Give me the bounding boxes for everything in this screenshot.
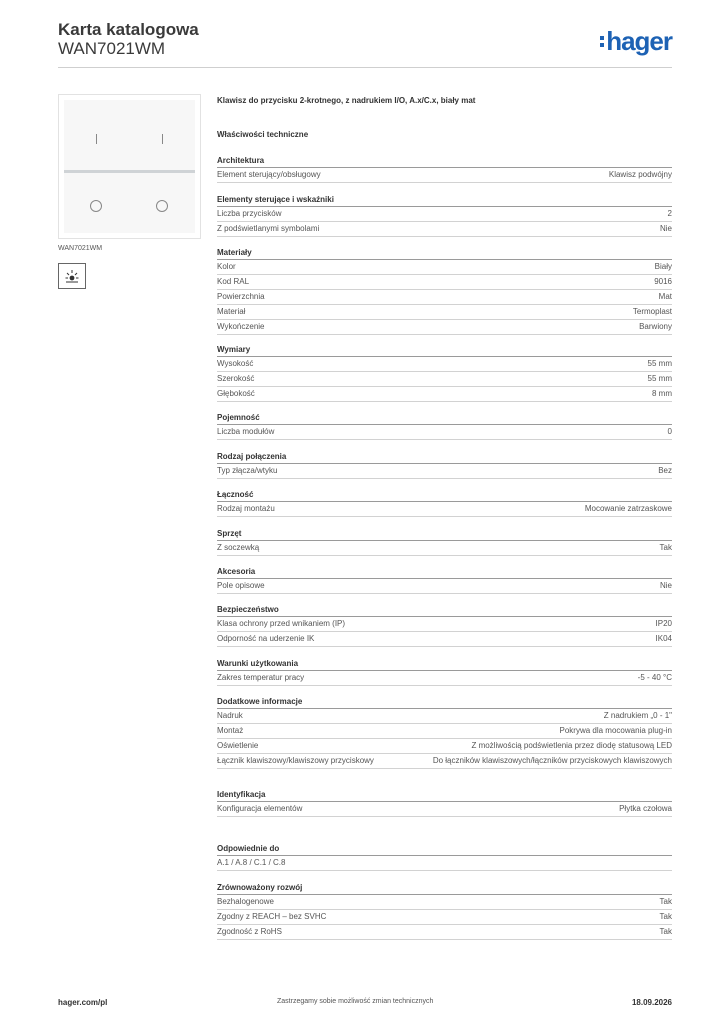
spec-row (217, 709, 672, 724)
spec-row (217, 290, 672, 305)
spec-section (217, 154, 672, 183)
spec-row (217, 502, 672, 517)
spec-row (217, 579, 672, 594)
spec-row (217, 207, 672, 222)
spec-label: Z podświetlanymi symbolami (217, 224, 320, 233)
footer-date: 18.09.2026 (631, 998, 672, 1007)
spec-section (217, 788, 672, 817)
spec-row (217, 724, 672, 739)
spec-value: Z nadrukiem „0 - 1" (603, 711, 672, 720)
spec-row (217, 305, 672, 320)
spec-label: Zgodny z REACH – bez SVHC (217, 912, 327, 921)
spec-row (217, 275, 672, 290)
spec-value: IP20 (655, 619, 672, 628)
spec-label: Liczba przycisków (217, 209, 282, 218)
spec-section-title: Bezpieczeństwo (217, 603, 672, 617)
on-mark-icon (96, 134, 97, 144)
spec-value: Termoplast (632, 307, 672, 316)
spec-label: Typ złącza/wtyku (217, 466, 278, 475)
spec-row (217, 856, 672, 871)
spec-row (217, 464, 672, 479)
rocker-split-line (64, 170, 195, 173)
spec-label: Głębokość (217, 389, 255, 398)
spec-value: IK04 (655, 634, 672, 643)
spec-value: 9016 (654, 277, 672, 286)
spec-section (217, 527, 672, 556)
spec-label: Szerokość (217, 374, 255, 383)
spec-row (217, 632, 672, 647)
logo-text: hager (606, 26, 672, 56)
led-light-icon (58, 263, 86, 289)
spec-row (217, 260, 672, 275)
spec-label: Element sterujący/obsługowy (217, 170, 321, 179)
spec-value: 55 mm (647, 359, 672, 368)
spec-row (217, 739, 672, 754)
spec-label: Klasa ochrony przed wnikaniem (IP) (217, 619, 346, 628)
spec-label: Montaż (217, 726, 244, 735)
spec-section (217, 193, 672, 237)
off-mark-icon (156, 200, 168, 212)
spec-row (217, 320, 672, 335)
spec-label: Rodzaj montażu (217, 504, 275, 513)
spec-section (217, 488, 672, 517)
spec-section (217, 450, 672, 479)
spec-section-title: Elementy sterujące i wskaźniki (217, 193, 672, 207)
spec-section (217, 411, 672, 440)
spec-row (217, 910, 672, 925)
spec-value: Mat (658, 292, 672, 301)
spec-section-title: Dodatkowe informacje (217, 695, 672, 709)
off-mark-icon (90, 200, 102, 212)
spec-section (217, 842, 672, 871)
spec-value: Do łączników klawiszowych/łączników przyciskowych klawiszowych (432, 756, 672, 765)
spec-section (217, 881, 672, 940)
spec-section-title: Łączność (217, 488, 672, 502)
spec-section (217, 565, 672, 594)
spec-section-title: Pojemność (217, 411, 672, 425)
spec-value: Z możliwością podświetlenia przez diodę statusową LED (471, 741, 672, 750)
spec-label: Łącznik klawiszowy/klawiszowy przyciskowy (217, 756, 374, 765)
spec-section (217, 695, 672, 769)
spec-row (217, 425, 672, 440)
spec-label: Kod RAL (217, 277, 250, 286)
product-reference: WAN7021WM (58, 39, 166, 58)
on-mark-icon (162, 134, 163, 144)
spec-label: Zakres temperatur pracy (217, 673, 305, 682)
spec-label: Powierzchnia (217, 292, 265, 301)
spec-row (217, 802, 672, 817)
spec-section (217, 246, 672, 335)
spec-value: 55 mm (647, 374, 672, 383)
page-title: Karta katalogowa (58, 20, 199, 39)
spec-section-title: Wymiary (217, 343, 672, 357)
spec-value: Barwiony (639, 322, 672, 331)
spec-value: Pokrywa dla mocowania plug-in (559, 726, 672, 735)
hager-logo[interactable] (600, 28, 672, 54)
spec-value: Tak (659, 897, 672, 906)
spec-value: Bez (658, 466, 672, 475)
spec-value: 2 (667, 209, 672, 218)
spec-row (217, 671, 672, 686)
spec-value: 8 mm (652, 389, 672, 398)
spec-row (217, 925, 672, 940)
spec-row (217, 387, 672, 402)
logo-dots-icon (600, 36, 604, 47)
spec-section-title: Zrównoważony rozwój (217, 881, 672, 895)
spec-section (217, 657, 672, 686)
spec-label: Wykończenie (217, 322, 265, 331)
spec-value: Biały (654, 262, 672, 271)
spec-section-title: Odpowiednie do (217, 842, 672, 856)
spec-label: Liczba modułów (217, 427, 275, 436)
spec-row (217, 754, 672, 769)
spec-row (217, 357, 672, 372)
spec-value: Nie (659, 224, 672, 233)
spec-section (217, 343, 672, 402)
product-image (58, 94, 201, 239)
spec-label: Z soczewką (217, 543, 260, 552)
spec-label: Pole opisowe (217, 581, 265, 590)
spec-section-title: Akcesoria (217, 565, 672, 579)
technical-properties-heading: Właściwości techniczne (217, 130, 309, 139)
spec-row (217, 372, 672, 387)
spec-section (217, 603, 672, 647)
spec-label: Wysokość (217, 359, 254, 368)
spec-value: Płytka czołowa (619, 804, 672, 813)
product-description: Klawisz do przycisku 2-krotnego, z nadrukiem I/O, A.x/C.x, biały mat (217, 96, 476, 105)
spec-value: Tak (659, 927, 672, 936)
spec-row (217, 617, 672, 632)
spec-value: Tak (659, 543, 672, 552)
spec-value: Mocowanie zatrzaskowe (584, 504, 672, 513)
spec-label: Zgodność z RoHS (217, 927, 282, 936)
spec-value: Klawisz podwójny (608, 170, 672, 179)
spec-row (217, 541, 672, 556)
spec-section-title: Identyfikacja (217, 788, 672, 802)
spec-section-title: Rodzaj połączenia (217, 450, 672, 464)
spec-section-title: Sprzęt (217, 527, 672, 541)
spec-section-title: Materiały (217, 246, 672, 260)
spec-section-title: Architektura (217, 154, 672, 168)
spec-section-title: Warunki użytkowania (217, 657, 672, 671)
spec-label: Konfiguracja elementów (217, 804, 303, 813)
header-divider (58, 67, 672, 68)
footer-website[interactable]: hager.com/pl (58, 998, 108, 1007)
footer-disclaimer: Zastrzegamy sobie możliwość zmian technicznych (277, 998, 434, 1005)
spec-label: Nadruk (217, 711, 243, 720)
spec-row (217, 168, 672, 183)
switch-plate-illustration (64, 100, 195, 233)
spec-label: Kolor (217, 262, 236, 271)
spec-value: -5 - 40 °C (637, 673, 672, 682)
spec-value: 0 (667, 427, 672, 436)
spec-label: Odporność na uderzenie IK (217, 634, 315, 643)
spec-label: A.1 / A.8 / C.1 / C.8 (217, 858, 286, 867)
product-image-caption: WAN7021WM (58, 245, 103, 252)
spec-label: Materiał (217, 307, 246, 316)
spec-label: Bezhalogenowe (217, 897, 274, 906)
spec-label: Oświetlenie (217, 741, 259, 750)
spec-row (217, 895, 672, 910)
spec-value: Nie (659, 581, 672, 590)
spec-value: Tak (659, 912, 672, 921)
spec-row (217, 222, 672, 237)
